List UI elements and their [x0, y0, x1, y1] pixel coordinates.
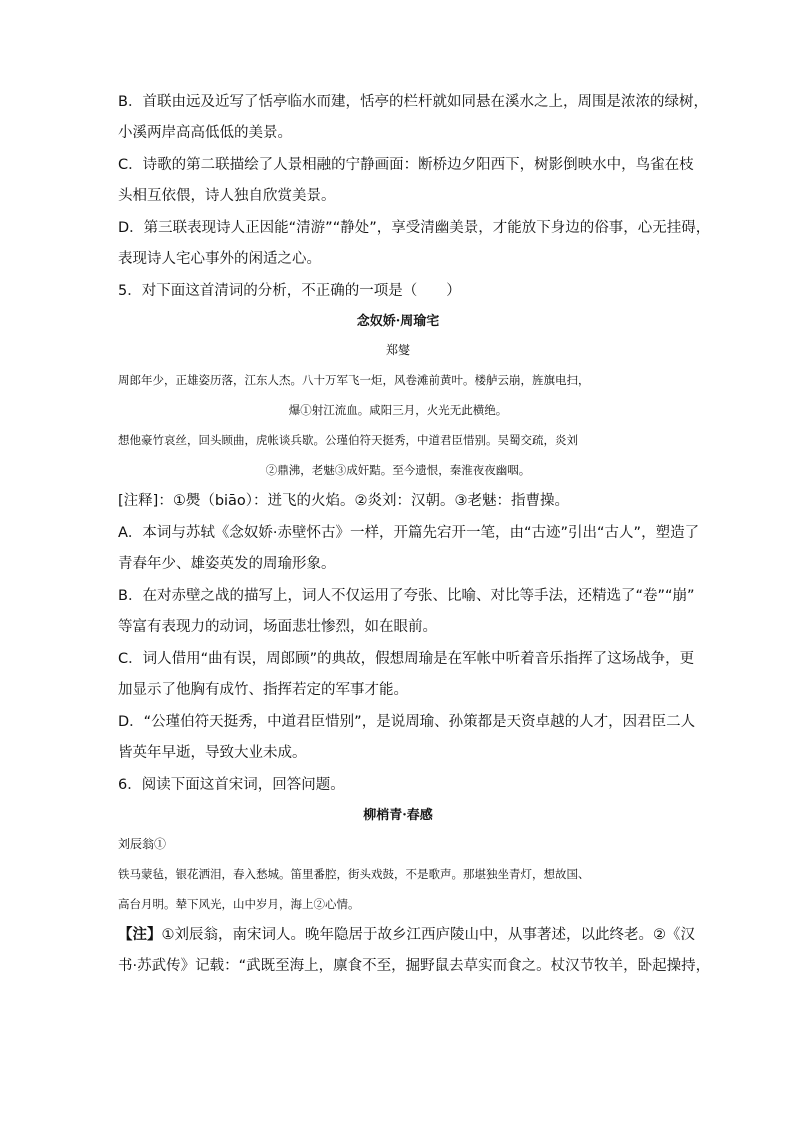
- option-line: 等富有表现力的动词，场面悲壮惨烈，如在眼前。: [118, 619, 437, 635]
- q6-poem-body: [118, 865, 678, 913]
- q4-option-c: [118, 155, 694, 206]
- q5-poem-author: 郑燮: [385, 343, 410, 357]
- option-line: 青春年少、雄姿英发的周瑜形象。: [118, 556, 336, 572]
- q4-remaining-options: [118, 92, 711, 269]
- option-line: D．“公瑾伯符天挺秀，中道君臣惜别”，是说周瑜、孙策都是天资卓越的人才，因君臣二人: [118, 714, 696, 730]
- option-line: 皆英年早逝，导致大业未成。: [118, 745, 307, 761]
- note-line: 书·苏武传》记载：“武既至海上，廪食不至，掘野鼠去草实而食之。杖汉节牧羊，卧起操持，: [118, 958, 711, 974]
- q5-option-a: [118, 523, 700, 574]
- q6-poem-author: 刘辰翁①: [118, 837, 167, 851]
- option-line: C．词人借用“曲有误，周郎顾”的典故，假想周瑜是在军帐中听着音乐指挥了这场战争，更: [118, 651, 695, 667]
- poem-line: 想他豪竹哀丝，回头顾曲，虎帐谈兵歇。公瑾伯符天挺秀，中道君臣惜别。吴蜀交疏，炎刘: [118, 433, 578, 447]
- option-line: 头相互依偎，诗人独自欣赏美景。: [118, 188, 336, 204]
- option-line: C．诗歌的第二联描绘了人景相融的宁静画面：断桥边夕阳西下，树影倒映水中，鸟雀在枝: [118, 157, 694, 173]
- poem-line: 周郎年少，正雄姿历落，江东人杰。八十万军飞一炬，风卷滩前黄叶。楼舻云崩，旌旗电扫，: [118, 373, 590, 387]
- q4-option-d: [118, 218, 711, 269]
- q6-stem: 6．阅读下面这首宋词，回答问题。: [118, 777, 345, 793]
- q6-poem-title: 柳梢青·春感: [363, 808, 433, 823]
- q5-stem: 5．对下面这首清词的分析，不正确的一项是（ ）: [118, 283, 461, 299]
- poem-line: ②鼎沸，老魅③成奸黠。至今遗恨，秦淮夜夜幽咽。: [265, 463, 531, 477]
- q4-option-b: [118, 92, 708, 143]
- option-line: 表现诗人宅心事外的闲适之心。: [118, 251, 321, 267]
- note-text: ①刘辰翁，南宋词人。晚年隐居于故乡江西庐陵山中，从事著述，以此终老。②《汉: [161, 927, 695, 943]
- option-line: D．第三联表现诗人正因能“清游”“静处”，享受清幽美景，才能放下身边的俗事，心无挂碍，: [118, 220, 711, 236]
- q6-note: [118, 925, 711, 976]
- q5-poem-body: [118, 371, 678, 479]
- question-5: [118, 281, 700, 763]
- q5-poem-title: 念奴娇·周瑜宅: [356, 314, 440, 329]
- q5-option-b: [118, 586, 695, 637]
- note-line: [118, 925, 695, 945]
- option-line: B．在对赤壁之战的描写上，词人不仅运用了夸张、比喻、对比等手法，还精选了“卷”“崩”: [118, 588, 695, 604]
- poem-line: 爆①射江流血。咸阳三月，火光无此横绝。: [288, 403, 508, 417]
- document-page: [118, 92, 711, 988]
- note-tag: 【注】: [118, 927, 162, 943]
- q5-option-d: [118, 712, 696, 763]
- poem-line: 铁马蒙毡，银花洒泪，春入愁城。笛里番腔，街头戏鼓，不是歌声。那堪独坐青灯，想故国、: [118, 867, 590, 881]
- option-line: 加显示了他胸有成竹、指挥若定的军事才能。: [118, 682, 408, 698]
- q5-note: [注释]：①爂（biāo）：迸飞的火焰。②炎刘：汉朝。③老魅：指曹操。: [118, 493, 570, 509]
- option-line: B．首联由远及近写了恬亭临水而建，恬亭的栏杆就如同悬在溪水之上，周围是浓浓的绿树，: [118, 94, 708, 110]
- option-line: A．本词与苏轼《念奴娇·赤壁怀古》一样，开篇先宕开一笔，由“古迹”引出“古人”，塑造了: [118, 525, 700, 541]
- q5-option-c: [118, 649, 695, 700]
- option-line: 小溪两岸高高低低的美景。: [118, 125, 292, 141]
- question-6: [118, 775, 711, 976]
- poem-line: 高台月明。辇下风光，山中岁月，海上②心情。: [118, 897, 360, 911]
